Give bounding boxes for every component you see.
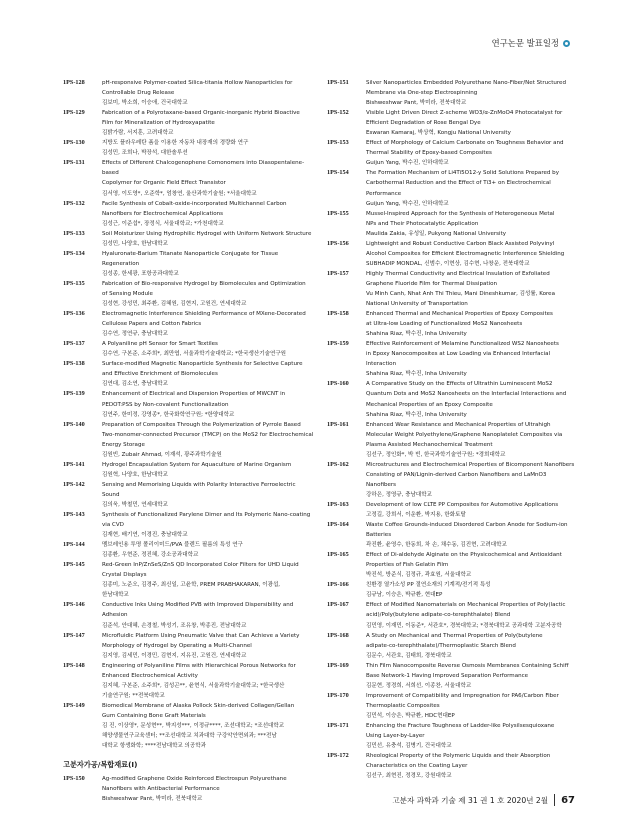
entry-title: Fabrication of a Polyrotaxane-based Organic-inorganic Hybrid Bioactive Film for Mineralization of Hydroxyapatite	[102, 110, 300, 127]
entry-title: Enhancing the Fracture Toughness of Ladder-like Polysilsesquioxane Using Layer-by-Layer	[366, 723, 555, 740]
entry-body	[102, 600, 317, 630]
entry-title: Silver Nanoparticles Embedded Polyurethane Nano-Fiber/Net Structured Membrane via One-step Electrospinning	[366, 80, 566, 97]
entry-body	[366, 78, 589, 108]
left-column	[63, 78, 317, 804]
entry-body	[102, 78, 317, 108]
entry-body	[102, 389, 317, 419]
program-entry	[327, 138, 589, 168]
entry-code: 1PS-145	[63, 561, 85, 569]
entry-authors: 김재현, 배기연, 이경진, 충남대학교	[102, 532, 188, 539]
entry-code: 1PS-160	[327, 380, 349, 388]
entry-authors: Vu Minh Canh, Nhat Anh Thi Thieu, Mani Dineshkumar, 김성률, Korea National University of Transportation	[366, 290, 555, 308]
entry-authors: 김연대, 김소연, 충남대학교	[102, 381, 168, 388]
entry-code: 1PS-136	[63, 310, 85, 318]
entry-title: A Study on Mechanical and Thermal Properties of Poly(butylene adipate-co-terephthalate)/Thermoplastic Starch Blend	[366, 632, 543, 649]
entry-title: Development of low CLTE PP Composites for Automotive Applications	[366, 501, 559, 508]
entry-authors: 김원혁, 나양호, 한남대학교	[102, 471, 168, 478]
entry-title: Soil Moisturizer Using Hydrophilic Hydrogel with Uniform Network Structure	[102, 230, 312, 237]
program-entry	[327, 108, 589, 138]
entry-code: 1PS-138	[63, 360, 85, 368]
entry-code: 1PS-170	[327, 691, 349, 699]
entry-title: Conductive Inks Using Modified PVB with Improved Dispersibility and Adhesion	[102, 602, 294, 619]
entry-body	[366, 460, 589, 500]
entry-authors: 김성근, 이준섭*, 장정식, 서울대학교; *가천대학교	[102, 220, 224, 227]
entry-code: 1PS-130	[63, 139, 85, 147]
program-entry	[327, 209, 589, 239]
page-footer	[392, 794, 575, 806]
entry-title: Microstructures and Electrochemical Properties of Bicomponent Nanofibers Consisting of PAN/Lignin-derived Carbon Nanofibers and LaMnO3 Nanofibers	[366, 461, 575, 488]
program-entry	[63, 701, 317, 751]
program-entry	[327, 580, 589, 600]
program-entry	[327, 751, 589, 781]
entry-code: 1PS-129	[63, 109, 85, 117]
entry-code: 1PS-140	[63, 420, 85, 428]
program-entry	[327, 631, 589, 661]
entry-authors: 김보미, 박소희, 이승애, 건국대학교	[102, 100, 188, 107]
entry-title: Effects of Different Chalcogenophene Comonomers into Diasopentalene-based Copolymer for Organic Field Effect Transistor	[102, 160, 305, 187]
entry-authors: 김의욱, 박철민, 연세대학교	[102, 501, 168, 508]
program-entry	[63, 560, 317, 600]
left-entry-list	[63, 78, 317, 751]
entry-authors: 김 진, 이상영*, 문성현**, 박지성***, 이정규****, 조선대학교; *조선대학교 해양생물연구교육센터; **조선대학교 치과대학 구강악안면외과; ***전남 대학교 항생화학; ****전남대학교 의공학과	[102, 723, 285, 750]
entry-code: 1PS-169	[327, 661, 349, 669]
entry-code: 1PS-166	[327, 581, 349, 589]
entry-code: 1PS-143	[63, 511, 85, 519]
entry-code: 1PS-142	[63, 480, 85, 488]
program-entry	[63, 420, 317, 460]
entry-authors: 김민석, 이승은, 박규환, HDC현대EP	[366, 712, 455, 719]
entry-body	[102, 359, 317, 389]
program-entry	[327, 460, 589, 500]
entry-code: 1PS-162	[327, 460, 349, 468]
entry-title: Electromagnetic Interference Shielding Performance of MXene-Decorated Cellulose Papers and Cotton Fabrics	[102, 311, 306, 328]
entry-body	[102, 480, 317, 510]
entry-code: 1PS-141	[63, 460, 85, 468]
entry-body	[102, 138, 317, 158]
entry-authors: Shahina Riaz, 박수진, Inha University	[366, 371, 467, 378]
entry-code: 1PS-149	[63, 701, 85, 709]
entry-body	[102, 108, 317, 138]
program-entry	[63, 631, 317, 661]
entry-body	[366, 550, 589, 580]
entry-title: 친환경 열가소성 PP 절연소재의 기계적/전기적 특성	[366, 582, 491, 589]
program-entry	[63, 600, 317, 630]
entry-body	[366, 691, 589, 721]
entry-body	[102, 229, 317, 249]
entry-code: 1PS-134	[63, 249, 85, 257]
entry-authors: 김연주, 한미정, 강영종*, 한국화학연구원; *한양대학교	[102, 411, 235, 418]
program-entry	[327, 239, 589, 269]
entry-body	[366, 309, 589, 339]
program-entry	[327, 550, 589, 580]
entry-body	[102, 279, 317, 309]
entry-authors: 고정길, 강희서, 이운환, 박지용, 한화토탈	[366, 512, 466, 519]
entry-code: 1PS-161	[327, 420, 349, 428]
entry-authors: 김문수, 서관호, 김태희, 경북대학교	[366, 652, 452, 659]
entry-title: Highly Thermal Conductivity and Electrical Insulation of Exfoliated Graphene Fluoride Film for Thermal Dissipation	[366, 270, 550, 287]
entry-title: Microfluidic Platform Using Pneumatic Valve that Can Achieve a Variety Morphology of Hydrogel by Operating a Multi-Channel	[102, 632, 300, 649]
entry-title: Waste Coffee Grounds-induced Disordered Carbon Anode for Sodium-ion Batteries	[366, 522, 568, 539]
program-entry	[63, 510, 317, 540]
program-entry	[63, 774, 317, 804]
entry-body	[366, 520, 589, 550]
program-entry	[327, 269, 589, 309]
entry-title: The Formation Mechanism of Li4Ti5O12-y Solid Solutions Prepared by Carbothermal Reduction and the Effect of Ti3+ on Electrochemical Performance	[366, 170, 559, 197]
entry-title: pH-responsive Polymer-coated Silica-titania Hollow Nanoparticles for Controllable Drug Release	[102, 80, 293, 97]
entry-body	[102, 661, 317, 701]
entry-body	[366, 631, 589, 661]
program-entry	[63, 661, 317, 701]
entry-body	[366, 580, 589, 600]
entry-title: Engineering of Polyaniline Films with Hierarchical Porous Networks for Enhanced Electrochemical Activity	[102, 662, 296, 679]
entry-title: Rheological Property of the Polymeric Liquids and their Absorption Characteristics on the Coating Layer	[366, 753, 551, 770]
entry-body	[102, 309, 317, 339]
program-entry	[63, 339, 317, 359]
entry-authors: Maulida Zakia, 유성일, Pukyong National University	[366, 230, 507, 237]
entry-body	[366, 379, 589, 419]
program-entry	[63, 309, 317, 339]
running-header-title: 연구논문 발표일정	[491, 38, 559, 48]
program-entry	[327, 500, 589, 520]
entry-title: Thin Film Nanocomposite Reverse Osmosis Membranes Containing Schiff Base Network-1 Having Improved Separation Performance	[366, 662, 569, 679]
entry-title: Ag-modified Graphene Oxide Reinforced Electrospun Polyurethane Nanofibers with Antibacterial Performance	[102, 776, 287, 793]
entry-title: Visible Light Driven Direct Z-scheme WO3/α-ZnMoO4 Photocatalyst for Efficient Degradation of Rose Bengal Dye	[366, 110, 563, 127]
entry-body	[102, 460, 317, 480]
entry-authors: 김지영, 김세민, 이경민, 김현지, 지유진, 고원건, 연세대학교	[102, 652, 247, 659]
entry-authors: 김준석, 안대혜, 손경철, 박성기, 조유창, 박종진, 전남대학교	[102, 622, 247, 629]
entry-authors: 김규남, 이승은, 박규환, 현대EP	[366, 592, 443, 599]
entry-body	[102, 560, 317, 600]
entry-title: Mussel-Inspired Approach for the Synthesis of Heterogeneous Metal NPs and Their Photocatalytic Application	[366, 210, 555, 227]
program-entry	[327, 600, 589, 630]
program-entry	[327, 379, 589, 419]
entry-authors: 김지혜, 구본준, 소주희*, 김성곤**, 윤현식, 서울과학기술대학교; *한국생산 기술연구원; **전북대학교	[102, 682, 285, 699]
entry-authors: 김선구, 정인화*, 박 빈, 한국과학기술연구원; *경희대학교	[366, 451, 506, 458]
entry-code: 1PS-168	[327, 631, 349, 639]
program-entry	[63, 389, 317, 419]
entry-title: A Polyaniline pH Sensor for Smart Textiles	[102, 341, 218, 348]
entry-body	[102, 510, 317, 540]
circle-bullet-icon	[563, 40, 570, 47]
entry-authors: 박진석, 방준식, 김정규, 곽효원, 서울대학교	[366, 572, 472, 579]
entry-code: 1PS-131	[63, 159, 85, 167]
entry-title: Enhanced Wear Resistance and Mechanical Properties of Ultrahigh Molecular Weight Polyethylene/Graphene Nanoplatelet Composites via Plasma Assisted Mechanochemical Treatment	[366, 421, 563, 448]
entry-body	[366, 239, 589, 269]
entry-title: Facile Synthesis of Cobalt-oxide-incorporated Multichannel Carbon Nanofibers for Electrochemical Applications	[102, 200, 287, 217]
entry-title: 지방도 플라우레탄 폼을 이용한 자동차 내장재의 경량화 연구	[102, 140, 249, 147]
entry-code: 1PS-158	[327, 310, 349, 318]
entry-authors: 강하은, 정영규, 충남대학교	[366, 491, 432, 498]
entry-authors: 김종미, 노준오, 김경주, 최신일, 고윤학, PREM PRABHAKARAN, 이광섭, 한남대학교	[102, 582, 281, 599]
entry-body	[102, 339, 317, 359]
entry-code: 1PS-139	[63, 390, 85, 398]
entry-title: Hydrogel Encapsulation System for Aquaculture of Marine Organism	[102, 461, 292, 468]
entry-code: 1PS-147	[63, 631, 85, 639]
program-entry	[327, 661, 589, 691]
program-entry	[327, 691, 589, 721]
program-entry	[63, 158, 317, 198]
program-entry	[327, 721, 589, 751]
entry-code: 1PS-156	[327, 239, 349, 247]
entry-authors: 김서영, 이도영*, 오준학*, 엄창연, 울산과학기술원; *서울대학교	[102, 190, 257, 197]
right-entry-list	[327, 78, 589, 781]
entry-code: 1PS-159	[327, 340, 349, 348]
entry-body	[102, 420, 317, 460]
entry-code: 1PS-128	[63, 79, 85, 86]
entry-code: 1PS-132	[63, 199, 85, 207]
entry-body	[102, 774, 317, 804]
entry-code: 1PS-133	[63, 229, 85, 237]
entry-code: 1PS-137	[63, 340, 85, 348]
entry-authors: Guijun Yang, 박수진, 인하대학교	[366, 200, 449, 207]
entry-body	[366, 209, 589, 239]
entry-authors: 김성종, 한세광, 포항공과대학교	[102, 270, 179, 277]
entry-authors: Shahina Riaz, 박수진, Inha University	[366, 411, 467, 418]
entry-code: 1PS-165	[327, 551, 349, 559]
entry-code: 1PS-153	[327, 139, 349, 147]
entry-authors: Bishweshwar Pant, 박미라, 전북대학교	[102, 796, 203, 803]
right-column	[327, 78, 589, 781]
footer-journal: 고분자 과학과 기술 제 31 권 1 호 2020년 2월	[392, 795, 549, 805]
entry-body	[366, 721, 589, 751]
entry-title: Effect of Modified Nanomaterials on Mechanical Properties of Poly(lactic acid)/Poly(butylene adipate-co-terephthalate) Blend	[366, 602, 566, 619]
program-entry	[327, 168, 589, 208]
entry-code: 1PS-167	[327, 601, 349, 609]
program-entry	[63, 480, 317, 510]
program-entry	[327, 339, 589, 379]
footer-divider	[554, 794, 555, 806]
entry-body	[366, 138, 589, 168]
entry-title: Red-Green InP/ZnSeS/ZnS QD Incorporated Color Filters for UHD Liquid Crystal Displays	[102, 562, 299, 579]
entry-authors: Bishweshwar Pant, 박미라, 전북대학교	[366, 100, 467, 107]
entry-code: 1PS-144	[63, 541, 85, 549]
entry-body	[102, 540, 317, 560]
entry-code: 1PS-157	[327, 269, 349, 277]
entry-body	[102, 631, 317, 661]
entry-code: 1PS-151	[327, 79, 349, 86]
entry-code: 1PS-172	[327, 752, 349, 760]
entry-title: Biomedical Membrane of Alaska Pollock Skin-derived Collagen/Gellan Gum Containing Bone Graft Materials	[102, 702, 295, 719]
entry-title: Hyaluronate-Barium Titanate Nanoparticle Conjugate for Tissue Regeneration	[102, 250, 279, 267]
entry-body	[366, 661, 589, 691]
entry-body	[366, 339, 589, 379]
entry-authors: Guijun Yang, 박수진, 인하대학교	[366, 160, 449, 167]
entry-code: 1PS-146	[63, 601, 85, 609]
entry-code: 1PS-148	[63, 661, 85, 669]
entry-authors: 김성민, 나양호, 한남대학교	[102, 240, 168, 247]
entry-title: Lightweight and Robust Conductive Carbon Black Assisted Polyvinyl Alcohol Composites for Efficient Electromagnetic Interference Shielding	[366, 240, 565, 257]
entry-title: 멤브레인용 투명 폴리이미드/PVA 블렌드 필름의 특성 연구	[102, 542, 243, 549]
entry-code: 1PS-135	[63, 279, 85, 287]
entry-authors: 김밝가람, 서지훈, 고려대학교	[102, 130, 174, 137]
entry-title: Enhanced Thermal and Mechanical Properties of Epoxy Composites at Ultra-low Loading of Functionalized MoS2 Nanosheets	[366, 311, 553, 328]
program-entry	[63, 78, 317, 108]
entry-code: 1PS-155	[327, 209, 349, 217]
entry-authors: 김수연, 구본준, 소주희*, 최만엽, 서울과학기술대학교; *한국생산기술연구원	[102, 351, 287, 358]
entry-title: Sensing and Memorising Liquids with Polarity Interactive Ferroelectric Sound	[102, 481, 296, 498]
entry-code: 1PS-171	[327, 722, 349, 729]
program-entry	[63, 249, 317, 279]
entry-title: Effect of Di-aldehyde Alginate on the Physicochemical and Antioxidant Properties of Fish Gelatin Film	[366, 552, 562, 569]
entry-authors: Shahina Riaz, 박수진, Inha University	[366, 331, 467, 338]
entry-body	[102, 199, 317, 229]
entry-authors: 김선구, 최현진, 정경모, 강원대학교	[366, 773, 452, 780]
entry-title: Improvement of Compatibility and Impregnation for PA6/Carbon Fiber Thermoplastic Composites	[366, 692, 559, 709]
entry-code: 1PS-163	[327, 500, 349, 508]
entry-code: 1PS-152	[327, 109, 349, 117]
entry-title: Enhancement of Electrical and Dispersion Properties of MWCNT in PEDOT:PSS by Non-covalent Functionalization	[102, 391, 286, 408]
entry-title: Surface-modified Magnetic Nanoparticle Synthesis for Selective Capture and Effective Enrichment of Biomolecules	[102, 361, 303, 378]
entry-authors: 김민선, 유충석, 김병기, 건국대학교	[366, 743, 452, 750]
entry-authors: 김수연, 정연규, 충남대학교	[102, 331, 168, 338]
entry-title: Effective Reinforcement of Melamine Functionalized WS2 Nanosheets in Epoxy Nanocomposites at Low Loading via Enhanced Interfacial Interaction	[366, 341, 559, 368]
running-header	[492, 37, 570, 49]
program-entry	[327, 520, 589, 550]
entry-authors: Eswaran Kamaraj, 박상혁, Kongju National University	[366, 130, 511, 137]
entry-body	[366, 500, 589, 520]
program-entry	[63, 199, 317, 229]
entry-body	[102, 249, 317, 279]
program-entry	[63, 359, 317, 389]
program-entry	[63, 108, 317, 138]
entry-body	[366, 420, 589, 460]
entry-title: Effect of Morphology of Calcium Carbonate on Toughness Behavior and Thermal Stability of Epoxy-based Composites	[366, 140, 564, 157]
entry-authors: 김민영, 이재민, 이동준*, 서관호*, 경북대학교; *경북대학교 공과대학 고분자공학	[366, 622, 562, 629]
program-entry	[63, 279, 317, 309]
program-entry	[327, 420, 589, 460]
entry-authors: 김성민, 조희나, 박장석, 대한솔루션	[102, 150, 188, 157]
entry-body	[366, 269, 589, 309]
section-entry-list	[63, 774, 317, 804]
entry-body	[366, 751, 589, 781]
entry-code: 1PS-150	[63, 775, 85, 783]
entry-body	[366, 600, 589, 630]
program-entry	[63, 540, 317, 560]
entry-title: A Comparative Study on the Effects of Ultrathin Luminescent MoS2 Quantum Dots and MoS2 Nanosheets on the Interfacial Interactions and Mechanical Properties of an Epoxy Composite	[366, 381, 567, 408]
program-entry	[327, 78, 589, 108]
entry-body	[102, 158, 317, 198]
entry-authors: SUBHADIP MONDAL, 신범수, 이현상, 김수현, 나창운, 전북대학교	[366, 260, 530, 267]
entry-title: Synthesis of Functionalized Parylene Dimer and Its Polymeric Nano-coating via CVD	[102, 512, 311, 529]
entry-body	[366, 108, 589, 138]
entry-body	[102, 701, 317, 751]
program-entry	[63, 460, 317, 480]
entry-code: 1PS-154	[327, 169, 349, 177]
program-entry	[327, 309, 589, 339]
entry-authors: 김종환, 우현준, 정진혜, 강소공과대학교	[102, 552, 199, 559]
entry-code: 1PS-164	[327, 521, 349, 529]
page-number: 67	[561, 794, 575, 806]
entry-authors: 곽진환, 윤영수, 한동희, 차 손, 채수동, 김진현, 고려대학교	[366, 542, 507, 549]
entry-title: Fabrication of Bio-responsive Hydrogel by Biomolecules and Optimization of Sensing Module	[102, 280, 306, 297]
entry-authors: 김성현, 강성민, 최주환, 김혜원, 김현지, 고원건, 연세대학교	[102, 301, 247, 308]
program-entry	[63, 229, 317, 249]
program-entry	[63, 138, 317, 158]
entry-authors: 김문현, 정경희, 서희선, 이종찬, 서울대학교	[366, 682, 472, 689]
entry-authors: 김원빈, Zubair Ahmad, 이재석, 광주과학기술원	[102, 451, 222, 458]
entry-title: Preparation of Composites Through the Polymerization of Pyrrole Based Two-monomer-connected Precursor (TMCP) on the MoS2 for Electrochemical Energy Storage	[102, 421, 314, 448]
section-heading: 고분자가공/복합재료(I)	[63, 760, 138, 770]
entry-body	[366, 168, 589, 208]
